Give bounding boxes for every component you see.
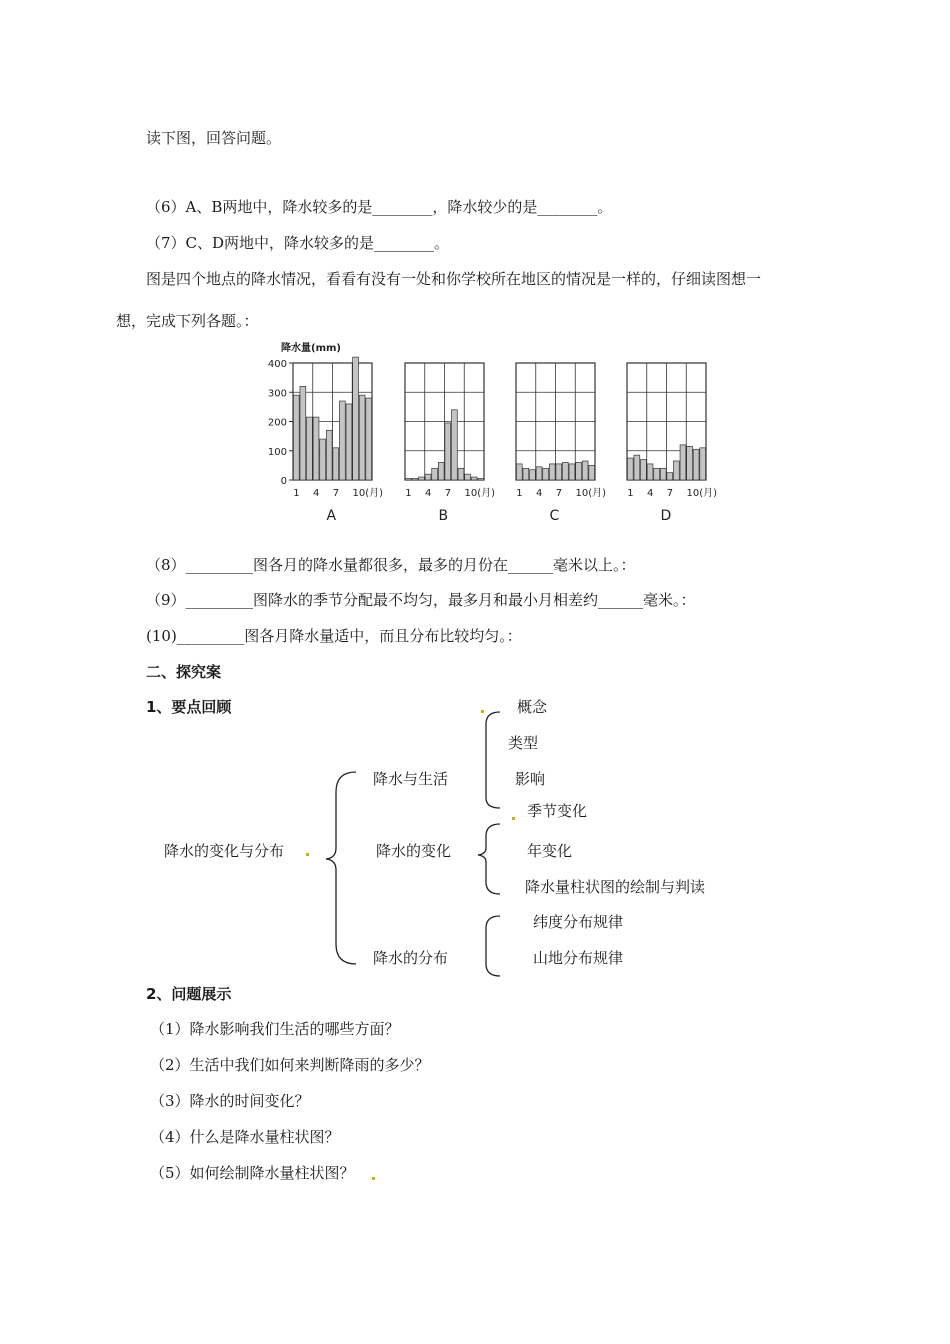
leaf-latitude: 纬度分布规律	[533, 913, 624, 931]
question-item: （4）什么是降水量柱状图？	[150, 1128, 340, 1146]
y-tick-label: 100	[267, 446, 287, 458]
x-tick-label: 10(月)	[686, 488, 718, 499]
paragraph-line-1: 图是四个地点的降水情况，看看有没有一处和你学校所在地区的情况是一样的，仔细读图想一	[146, 270, 762, 288]
branch-change: 降水的变化	[376, 842, 452, 860]
chart-panel-label: A	[326, 508, 337, 524]
decorative-dot	[372, 1177, 375, 1180]
question-10: (10)_________图各月降水量适中，而且分布比较均匀。：	[146, 627, 522, 645]
leaf-seasonal: 季节变化	[527, 802, 588, 820]
x-tick-label: 7	[666, 488, 674, 499]
x-tick-label: 10(月)	[352, 488, 384, 499]
root-brace	[326, 772, 356, 964]
change-brace	[478, 824, 500, 894]
leaf-concept: 概念	[517, 698, 548, 716]
x-tick-label: 7	[444, 488, 452, 499]
y-tick-label: 0	[280, 476, 287, 487]
y-tick-label: 300	[267, 388, 287, 400]
x-tick-label: 4	[425, 488, 432, 499]
chart-panel-label: D	[660, 508, 672, 524]
x-tick-label: 4	[536, 488, 543, 499]
life-brace	[486, 712, 500, 808]
question-item: （1）降水影响我们生活的哪些方面？	[150, 1020, 400, 1038]
chart-panel-label: B	[438, 508, 449, 524]
leaf-impact: 影响	[515, 770, 546, 788]
question-6: （6）A、B两地中，降水较多的是________，降水较少的是________。	[146, 198, 613, 216]
leaf-chart: 降水量柱状图的绘制与判读	[525, 878, 706, 896]
paragraph-line-2: 想，完成下列各题。：	[116, 312, 259, 330]
question-7: （7）C、D两地中，降水较多的是________。	[146, 234, 450, 252]
subheading-questions: 2、问题展示	[146, 985, 232, 1003]
question-item: （5）如何绘制降水量柱状图？	[150, 1164, 355, 1182]
x-tick-label: 1	[405, 488, 412, 499]
y-tick-label: 200	[267, 417, 287, 429]
x-tick-label: 1	[627, 488, 634, 499]
subheading-review: 1、要点回顾	[146, 698, 232, 716]
root-node: 降水的变化与分布	[164, 842, 285, 860]
x-tick-label: 10(月)	[575, 488, 607, 499]
x-tick-label: 7	[332, 488, 340, 499]
x-tick-label: 10(月)	[464, 488, 496, 499]
section-heading: 二、探究案	[146, 663, 222, 681]
leaf-type: 类型	[508, 734, 539, 752]
question-item: （3）降水的时间变化？	[150, 1092, 310, 1110]
y-axis-label: 降水量(mm)	[281, 343, 341, 354]
question-item: （2）生活中我们如何来判断降雨的多少？	[150, 1056, 430, 1074]
question-8: （8）_________图各月的降水量都很多，最多的月份在______毫米以上。：	[146, 556, 636, 574]
y-tick-label: 400	[267, 359, 287, 370]
chart-panel-label: C	[549, 508, 560, 524]
distribution-brace	[486, 916, 500, 976]
branch-life: 降水与生活	[373, 770, 449, 788]
branch-distribution: 降水的分布	[373, 949, 449, 967]
leaf-mountain: 山地分布规律	[533, 949, 624, 967]
x-tick-label: 1	[516, 488, 523, 499]
x-tick-label: 7	[555, 488, 563, 499]
intro-text: 读下图，回答问题。	[146, 129, 282, 147]
x-tick-label: 1	[293, 488, 300, 499]
question-9: （9）_________图降水的季节分配最不均匀，最多月和最小月相差约______毫米。：	[146, 591, 696, 609]
x-tick-label: 4	[647, 488, 654, 499]
leaf-annual: 年变化	[527, 842, 573, 860]
x-tick-label: 4	[313, 488, 320, 499]
